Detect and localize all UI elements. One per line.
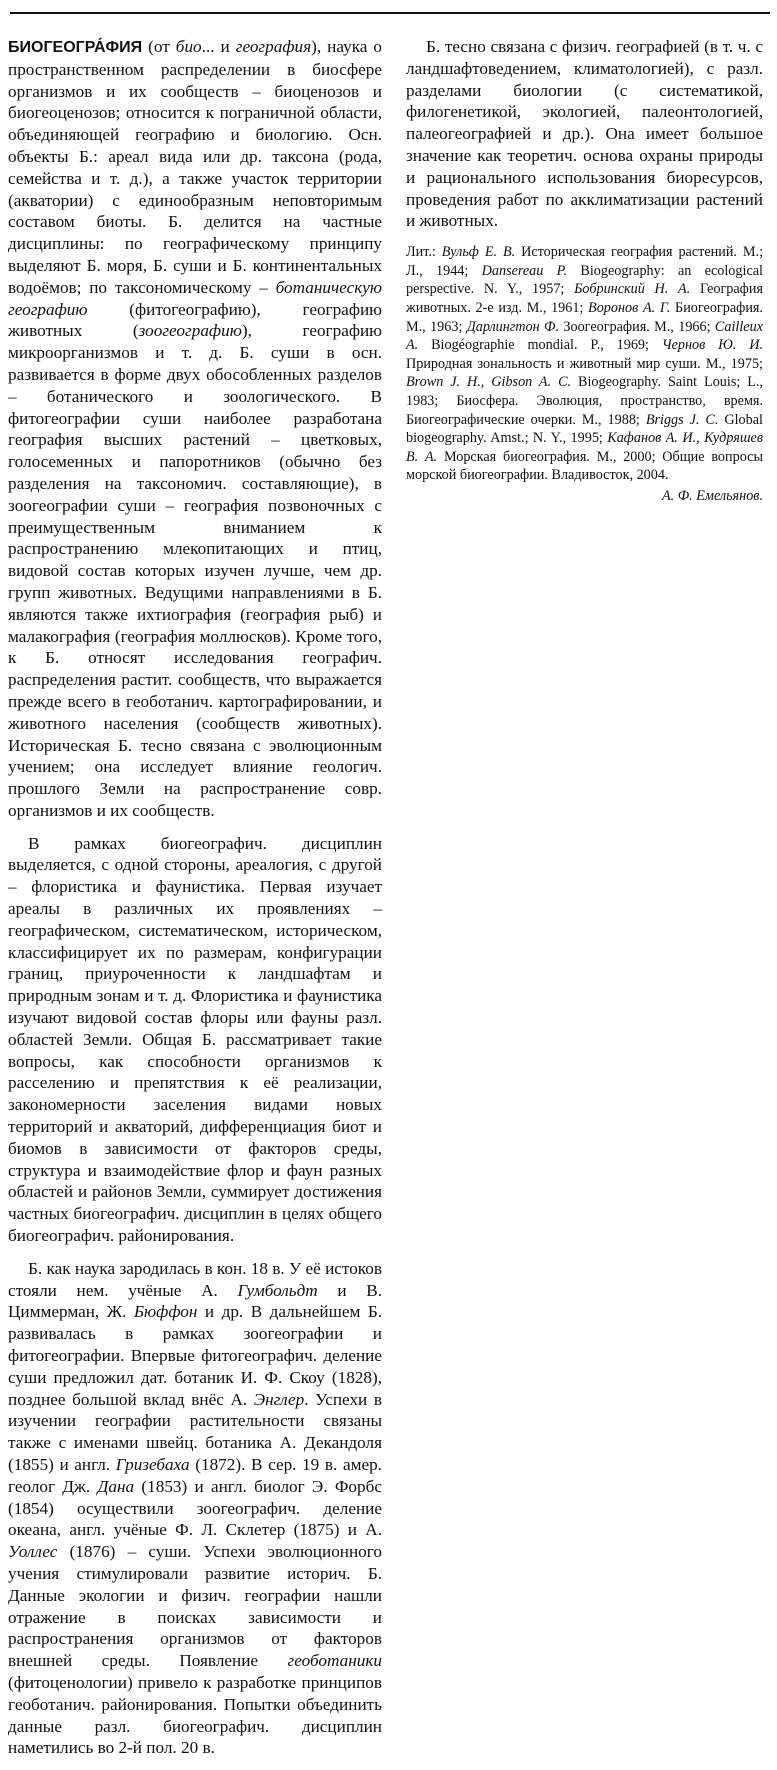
crossref-humboldt: Гумбольдт bbox=[237, 1280, 318, 1300]
literature-label: Лит.: bbox=[406, 244, 442, 261]
top-rule bbox=[10, 12, 770, 14]
literature-list: Лит.: Вульф Е. В. Историческая география растений. М.; Л., 1944; Dansereau P. Biogeography: an ecological perspective. N. Y., 1957; Бобринский Н. А. География животных. 2-е изд. М., 1961; Воронов А. Г. Биогеография. М., 1963; Дарлингтон Ф. Зоогеография. М., 1966; Cailleux A. Biogéographie mondial. P., 1969; Чернов Ю. И. Природная зональность и животный мир суши. М., 1975; Brown J. H., Gibson A. C. Biogeography. Saint Louis; L., 1983; Биосфера. Эволюция, пространство, время. Биогеографические очерки. М., 1988; Briggs J. C. Global biogeography. Amst.; N. Y., 1995; Кафанов А. И., Кудряшев В. А. Морская биогеография. М., 2000; Общие вопросы морской биогеографии. Владивосток, 2004. bbox=[406, 244, 764, 484]
crossref-engler: Энглер bbox=[253, 1389, 305, 1409]
crossref-zoogeography: зоогеографию bbox=[138, 321, 242, 341]
crossref-geobotany: геоботаники bbox=[287, 1651, 382, 1671]
paragraph-disciplines: В рамках биогеографич. дисциплин выделяется, с одной стороны, ареалогия, с другой – флористика и фаунистика. Первая изучает ареалы в различных их проявлениях – географическом, систематическом, историческом, классифицирует их по размерам, конфигурации границ, приуроченности к ландшафтам и природным зонам и т. д. Флористика и фаунистика изучают видовой состав флоры или фауны разл. областей Земли. Общая Б. рассматривает такие вопросы, как способности организмов к расселению и препятствия к её реализации, закономерности заселения видами новых территорий и акваторий, дифференциация биот и биомов в зависимости от факторов среды, структура и взаимодействие флор и фаун разных областей и районов Земли, суммирует достижения частных биогеографич. дисциплин в целях общего биогеографич. районирования. bbox=[8, 833, 382, 1246]
paragraph-relations: Б. тесно связана с физич. географией (в т. ч. с ландшафтоведением, климатологией), с разл. разделами биологии (с систематикой, филогенетикой, экологией, палеонтологией, палеогеографией и др.). Она имеет большое значение как теоретич. основа охраны природы и рационального использования биоресурсов, проведения работ по акклиматизации растений и животных. bbox=[406, 37, 763, 231]
crossref-dana: Дана bbox=[97, 1476, 135, 1496]
crossref-buffon: Бюффон bbox=[133, 1302, 198, 1322]
crossref-botanical-geography: ботаническую географию bbox=[8, 277, 382, 319]
left-column bbox=[8, 36, 382, 1770]
article-author: А. Ф. Емельянов. bbox=[661, 487, 763, 504]
crossref-grisebach: Гризебаха bbox=[115, 1455, 190, 1474]
headword: БИОГЕОГРА́ФИЯ bbox=[8, 39, 143, 56]
paragraph-definition: БИОГЕОГРА́ФИЯ (от био... и география), наука о пространственном распределении в биосфере организмов и их сообществ – биоценозов и биогеоценозов; относится к пограничной области, объединяющей географию и биологию. Осн. объекты Б.: ареал вида или др. таксона (рода, семейства и т. д.), а также участок территории (акватории) с единообразным неповторимым составом биоты. Б. делится на частные дисциплины: по географическому принципу выделяют Б. моря, Б. суши и Б. континентальных водоёмов; по таксономическому – ботаническую географию (фитогеографию), географию животных (зоогеографию), географию микроорганизмов и т. д. Б. суши в осн. развивается в форме двух обособленных разделов – ботанического и зоологического. В фитогеографии суши наиболее разработана география высших растений – цветковых, голосеменных и папоротников (обычно без разделения на таксономич. составляющие), в зоогеографии суши – география позвоночных с преимущественным вниманием к распространению млекопитающих и птиц, видовой состав которых изучен лучше, чем др. групп животных. Ведущими направлениями в Б. являются также ихтиография (география рыб) и малакография (география моллюсков). Кроме того, к Б. относят исследования географич. распределения растит. сообществ, что выражается прежде всего в геоботанич. картографировании, и животного населения (сообществ животных). Историческая Б. тесно связана с эволюционным учением; она исследует влияние геологич. прошлого Земли на распространение совр. организмов и их сообществ. bbox=[8, 37, 383, 820]
crossref-wallace: Уоллес bbox=[8, 1542, 58, 1562]
right-column bbox=[406, 36, 763, 505]
paragraph-history: Б. как наука зародилась в кон. 18 в. У её истоков стояли нем. учёные А. Гумбольдт и В. Циммерман, Ж. Бюффон и др. В дальнейшем Б. развивалась в рамках зоогеографии и фитогеографии. Впервые фитогеографич. деление суши предложил дат. ботаник И. Ф. Скоу (1828), позднее большой вклад внёс А. Энглер. Успехи в изучении географии растительности связаны также с именами швейц. ботаника А. Декандоля (1855) и англ. Гризебаха (1872). В сер. 19 в. амер. геолог Дж. Дана (1853) и англ. биолог Э. Форбс (1854) осуществили зоогеографич. деление океана, англ. учёные Ф. Л. Склетер (1875) и А. Уоллес (1876) – суши. Успехи эволюционного учения стимулировали развитие историч. Б. Данные экологии и физич. географии нашли отражение в поисках зависимости и распространения организмов от факторов внешней среды. Появление геоботаники (фитоценологии) привело к разработке принципов геоботанич. районирования. Попытки объединить данные разл. биогеографич. дисциплин наметились во 2-й пол. 20 в. bbox=[8, 1258, 383, 1758]
